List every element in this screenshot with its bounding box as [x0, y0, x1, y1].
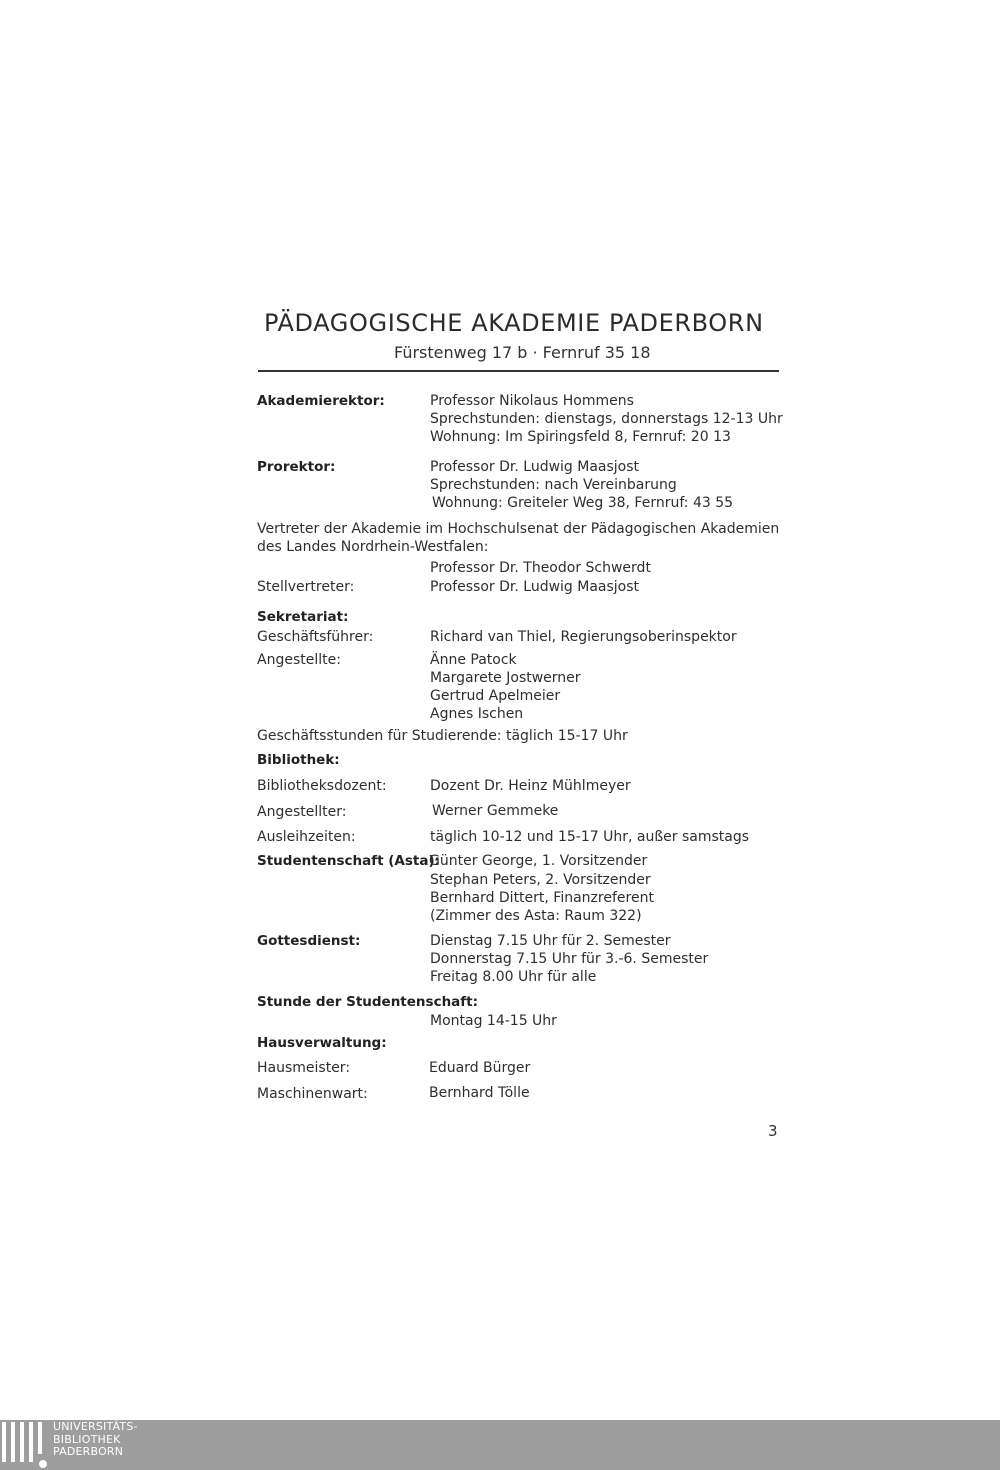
senat-vertreter: Professor Dr. Theodor Schwerdt	[430, 560, 651, 576]
angestellter-label: Angestellter:	[257, 804, 347, 820]
gottesdienst-line: Dienstag 7.15 Uhr für 2. Semester	[430, 933, 671, 949]
maschinenwart-label: Maschinenwart:	[257, 1086, 368, 1102]
hausverwaltung-heading: Hausverwaltung:	[257, 1035, 387, 1051]
rektor-line: Wohnung: Im Spiringsfeld 8, Fernruf: 20 13	[430, 429, 731, 445]
asta-label: Studentenschaft (Asta):	[257, 853, 441, 869]
page-title: PÄDAGOGISCHE AKADEMIE PADERBORN	[264, 309, 764, 337]
angestellte-value: Agnes Ischen	[430, 706, 524, 722]
bibliotheksdozent-label: Bibliotheksdozent:	[257, 778, 387, 794]
gottesdienst-line: Freitag 8.00 Uhr für alle	[430, 969, 597, 985]
logo-line: PADERBORN	[53, 1445, 124, 1458]
angestellte-value: Änne Patock	[430, 652, 517, 668]
angestellte-value: Margarete Jostwerner	[430, 670, 581, 686]
bibliothek-heading: Bibliothek:	[257, 752, 340, 768]
angestellte-value: Gertrud Apelmeier	[430, 688, 561, 704]
rektor-line: Sprechstunden: dienstags, donnerstags 12-13 Uhr	[430, 411, 783, 427]
title-divider	[258, 370, 779, 372]
rektor-line: Professor Nikolaus Hommens	[430, 393, 634, 409]
geschaeftsstunden: Geschäftsstunden für Studierende: täglich 15-17 Uhr	[257, 728, 628, 744]
hausmeister-label: Hausmeister:	[257, 1060, 351, 1076]
rektor-label: Akademierektor:	[257, 393, 385, 409]
geschaeftsfuehrer-value: Richard van Thiel, Regierungsoberinspektor	[430, 629, 737, 645]
page-number: 3	[768, 1122, 778, 1140]
prorektor-line: Professor Dr. Ludwig Maasjost	[430, 459, 640, 475]
prorektor-line: Wohnung: Greiteler Weg 38, Fernruf: 43 55	[432, 495, 734, 511]
senat-intro: des Landes Nordrhein-Westfalen:	[257, 539, 489, 555]
logo-line: UNIVERSITÄTS-	[53, 1420, 138, 1433]
library-logo-text	[53, 1421, 138, 1459]
stunde-label: Stunde der Studentenschaft:	[257, 994, 479, 1010]
ausleihzeiten-label: Ausleihzeiten:	[257, 829, 356, 845]
ausleihzeiten-value: täglich 10-12 und 15-17 Uhr, außer samstags	[430, 829, 750, 845]
bibliotheksdozent-value: Dozent Dr. Heinz Mühlmeyer	[430, 778, 631, 794]
hausmeister-value: Eduard Bürger	[429, 1060, 531, 1076]
logo-line: BIBLIOTHEK	[53, 1432, 121, 1446]
library-logo-icon	[2, 1422, 42, 1466]
angestellte-label: Angestellte:	[257, 652, 341, 668]
asta-line: Günter George, 1. Vorsitzender	[429, 853, 648, 869]
sekretariat-heading: Sekretariat:	[257, 609, 349, 625]
asta-line: (Zimmer des Asta: Raum 322)	[430, 908, 642, 924]
address-line: Fürstenweg 17 b · Fernruf 35 18	[394, 343, 651, 362]
prorektor-line: Sprechstunden: nach Vereinbarung	[430, 477, 677, 493]
asta-line: Stephan Peters, 2. Vorsitzender	[430, 872, 651, 888]
asta-line: Bernhard Dittert, Finanzreferent	[430, 890, 654, 906]
angestellter-value: Werner Gemmeke	[432, 803, 559, 819]
maschinenwart-value: Bernhard Tölle	[429, 1085, 530, 1101]
stunde-value: Montag 14-15 Uhr	[430, 1013, 557, 1029]
geschaeftsfuehrer-label: Geschäftsführer:	[257, 629, 374, 645]
gottesdienst-line: Donnerstag 7.15 Uhr für 3.-6. Semester	[430, 951, 709, 967]
stellvertreter-value: Professor Dr. Ludwig Maasjost	[430, 579, 640, 595]
stellvertreter-label: Stellvertreter:	[257, 579, 355, 595]
library-footer	[0, 1420, 1000, 1470]
prorektor-label: Prorektor:	[257, 459, 336, 475]
gottesdienst-label: Gottesdienst:	[257, 933, 361, 949]
senat-intro: Vertreter der Akademie im Hochschulsenat der Pädagogischen Akademien	[257, 521, 780, 537]
